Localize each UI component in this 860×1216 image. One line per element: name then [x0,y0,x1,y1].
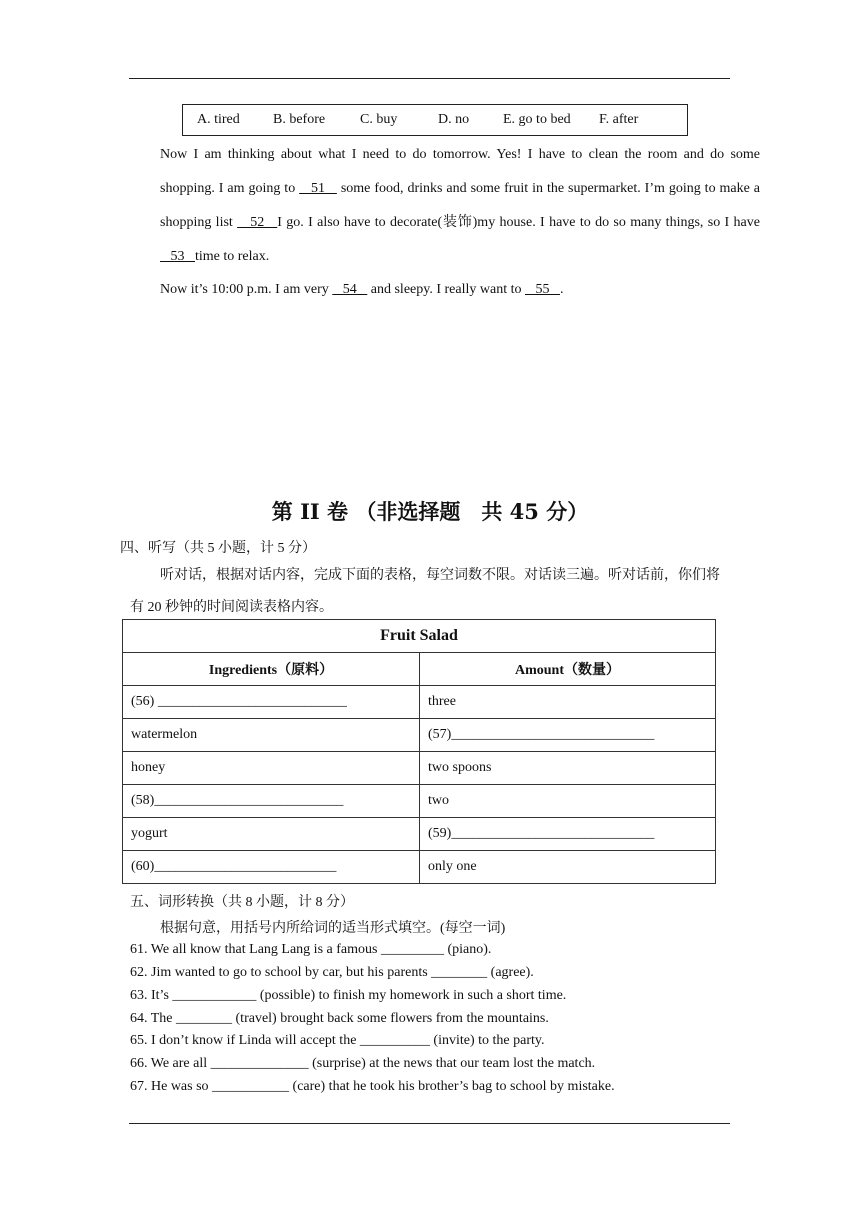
table-row [123,686,716,719]
table-row [123,818,716,851]
table-cell: two [420,785,716,818]
table-cell: only one [420,851,716,884]
option-e: E. go to bed [503,112,571,127]
table-cell: (57)_____________________________ [420,719,716,752]
question-63: 63. It’s ____________ (possible) to finish my homework in such a short time. [130,988,567,1003]
option-b: B. before [273,112,326,127]
word-options-box [182,104,688,136]
question-65: 65. I don’t know if Linda will accept the __________ (invite) to the party. [130,1033,545,1048]
blank-53: 53 [160,249,195,264]
passage-paragraph-1: Now I am thinking about what I need to do tomorrow. Yes! I have to clean the room and do some shopping. I am going to 51 some food, drinks and some fruit in the supermarket. I’m going to make a shopping list 52 I go. I also have to decorate(装饰)my house. I have to do so many things, so I have 53 time to relax. [160,147,761,264]
table-row [123,851,716,884]
column-header-amount: Amount（数量） [420,653,716,686]
table-cell: yogurt [123,818,420,851]
table-cell: (56) ___________________________ [123,686,420,719]
question-64: 64. The ________ (travel) brought back some flowers from the mountains. [130,1011,549,1026]
option-f: F. after [599,112,639,127]
part4-instruction: 听对话，根据对话内容，完成下面的表格，每空词数不限。对话读三遍。听对话前，你们将有 20 秒钟的时间阅读表格内容。 [130,568,720,615]
blank-51: 51 [299,181,337,196]
table-title: Fruit Salad [123,620,716,653]
table-row [123,752,716,785]
table-cell: three [420,686,716,719]
blank-52: 52 [237,215,278,230]
table-cell: (59)_____________________________ [420,818,716,851]
section-title: 第 II 卷 （非选择题 共 45 分） [271,499,589,524]
blank-54: 54 [332,282,368,297]
table-cell: watermelon [123,719,420,752]
question-62: 62. Jim wanted to go to school by car, but his parents ________ (agree). [130,965,534,980]
column-header-ingredients: Ingredients（原料） [123,653,420,686]
option-d: D. no [438,112,470,127]
part5-instruction: 根据句意，用括号内所给词的适当形式填空。(每空一词) [160,921,506,936]
bottom-rule [129,1123,730,1124]
option-c: C. buy [360,112,398,127]
question-66: 66. We are all ______________ (surprise) at the news that our team lost the match. [130,1056,596,1071]
passage-paragraph-2: Now it’s 10:00 p.m. I am very 54 and sleepy. I really want to 55 . [160,282,564,297]
option-a: A. tired [197,112,240,127]
fruit-salad-table [122,619,716,884]
table-row [123,785,716,818]
table-cell: honey [123,752,420,785]
part4-heading: 四、听写（共 5 小题，计 5 分） [120,541,316,556]
table-cell: (60)__________________________ [123,851,420,884]
question-67: 67. He was so ___________ (care) that he took his brother’s bag to school by mistake. [130,1079,615,1094]
table-cell: two spoons [420,752,716,785]
top-rule [129,78,730,79]
table-row [123,719,716,752]
part5-heading: 五、词形转换（共 8 小题，计 8 分） [130,895,354,910]
question-61: 61. We all know that Lang Lang is a famous _________ (piano). [130,942,492,957]
blank-55: 55 [524,282,560,297]
table-cell: (58)___________________________ [123,785,420,818]
